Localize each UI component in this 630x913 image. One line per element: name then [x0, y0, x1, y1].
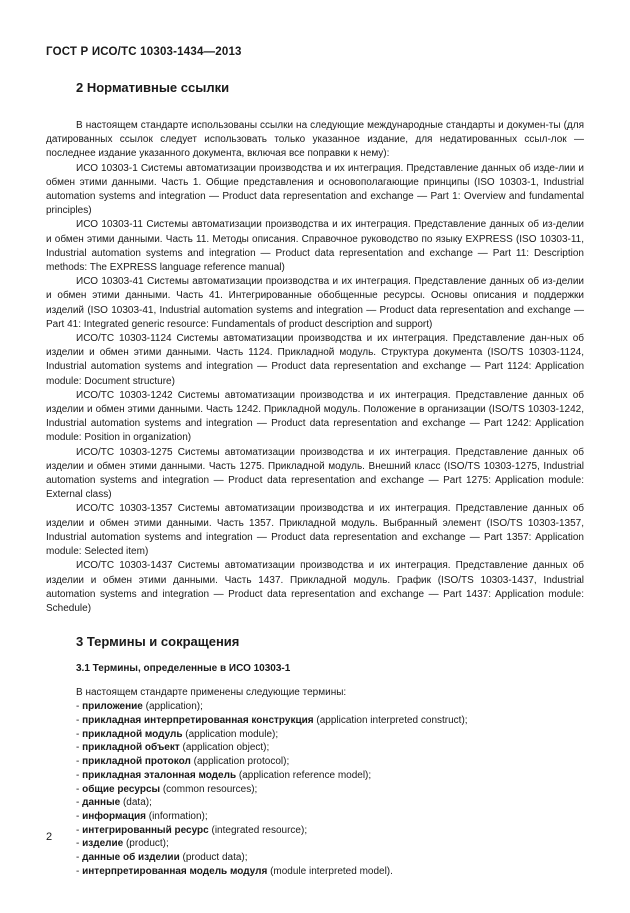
paragraph: ИСО/ТС 10303-1357 Системы автоматизации производства и их интеграция. Представление данных об изделии и обмен этими данными. Часть 1357. Прикладной модуль. Выбранный элемент (ISO/TS 10303-1357, Industrial automation systems and integration — Product data representation and exchange — Part 1357: Application module: Selected item): [46, 503, 584, 558]
terms-list: [46, 700, 584, 878]
term-ru: интегрированный ресурс: [82, 824, 209, 836]
term-en: (product);: [123, 838, 169, 850]
term-en: (application interpreted construct);: [313, 715, 468, 727]
list-item: - прикладной протокол (application protocol);: [76, 756, 290, 768]
term-en: (application object);: [179, 742, 270, 754]
paragraph: ИСО 10303-1 Системы автоматизации производства и их интеграция. Представление данных об изде-лии и обмен этими данными. Часть 1. Общие представления и основополагающие принципы (ISO 10303-1, Industrial automation systems and integration — Product data representation and exchange — Part 1: Overview and fundamental principles): [46, 162, 584, 217]
section-3-heading: 3 Термины и сокращения: [76, 634, 240, 650]
paragraph: ИСО 10303-41 Системы автоматизации производства и их интеграция. Представление данных об из-делии и обмен этими данными. Часть 41. Интегрированные обобщенные ресурсы. Основы описания и поддержки изделий (ISO 10303-41, Industrial automation systems and integration — Product data representation and exchange — Part 41: Integrated generic resource: Fundamentals of product description and support): [46, 276, 584, 330]
list-item: - информация (information);: [76, 810, 208, 822]
list-item: - прикладная интерпретированная конструкция (application interpreted construct);: [76, 715, 468, 727]
paragraph: ИСО/ТС 10303-1242 Системы автоматизации производства и их интеграция. Представление данных об изделии и обмен этими данными. Часть 1242. Прикладной модуль. Положение в организации (ISO/TS 10303-1242, Industrial automation systems and integration — Product data representation and exchange — Part 1242: Application module: Position in organization): [46, 389, 584, 444]
term-ru: изделие: [82, 838, 124, 850]
paragraph: ИСО/ТС 10303-1275 Системы автоматизации производства и их интеграция. Представление данных об изделии и обмен этими данными. Часть 1275. Прикладной модуль. Внешний класс (ISO/TS 10303-1275, Industrial automation systems and integration — Product data representation and exchange — Part 1275: Application module: External class): [46, 446, 584, 501]
list-item: - данные (data);: [76, 797, 152, 809]
paragraph: ИСО/ТС 10303-1437 Системы автоматизации производства и их интеграция. Представление данных об изделии и обмен этими данными. Часть 1437. Прикладной модуль. График (ISO/TS 10303-1437, Industrial automation systems and integration — Product data representation and exchange — Part 1437: Application module: Schedule): [46, 560, 584, 614]
term-en: (integrated resource);: [208, 824, 308, 836]
term-ru: прикладной протокол: [82, 756, 191, 768]
list-item: - изделие (product);: [76, 838, 169, 850]
term-ru: общие ресурсы: [82, 783, 161, 795]
term-en: (application module);: [182, 728, 279, 740]
term-ru: прикладной объект: [82, 742, 180, 754]
page-content: [46, 80, 584, 878]
list-item: - интегрированный ресурс (integrated resource);: [76, 824, 308, 836]
paragraph: В настоящем стандарте использованы ссылки на следующие международные стандарты и докумен-ты (для датированных ссылок следует использовать только указанное издание, для недатированных ссыл-лок — последнее издание указанного документа, включая все поправки к нему):: [46, 120, 584, 160]
term-ru: интерпретированная модель модуля: [82, 865, 268, 877]
term-ru: информация: [82, 810, 146, 822]
page-number: 2: [46, 831, 53, 843]
list-item: - прикладной объект (application object);: [76, 742, 270, 754]
document-header: ГОСТ Р ИСО/ТС 10303-1434—2013: [46, 46, 242, 58]
term-en: (application reference model);: [236, 769, 372, 781]
term-en: (application protocol);: [190, 756, 290, 768]
term-ru: приложение: [82, 701, 143, 713]
term-en: (information);: [145, 810, 208, 822]
term-ru: данные: [82, 797, 121, 809]
paragraph: ИСО 10303-11 Системы автоматизации производства и их интеграция. Представление данных об из-делии и обмен этими данными. Часть 11. Методы описания. Справочное руководство по языку EXPRESS (ISO 10303-11, Industrial automation systems and integration — Product data representation and exchange — Part 11: Description methods: The EXPRESS language reference manual): [46, 219, 584, 274]
list-item: - приложение (application);: [76, 701, 203, 713]
term-ru: прикладной модуль: [82, 728, 183, 740]
list-item: - данные об изделии (product data);: [76, 852, 248, 864]
list-item: - общие ресурсы (common resources);: [76, 783, 258, 795]
list-item: - прикладная эталонная модель (application reference model);: [76, 769, 372, 781]
list-item: - интерпретированная модель модуля (module interpreted model).: [76, 865, 393, 877]
paragraph: ИСО/ТС 10303-1124 Системы автоматизации производства и их интеграция. Представление дан-ных об изделии и обмен этими данными. Часть 1124. Прикладной модуль. Структура документа (ISO/TS 10303-1124, Industrial automation systems and integration — Product data representation and exchange — Part 1124: Application module: Document structure): [46, 333, 584, 387]
term-en: (product data);: [179, 852, 248, 864]
term-en: (module interpreted model).: [267, 865, 393, 877]
term-ru: данные об изделии: [82, 852, 180, 864]
section-2-heading: 2 Нормативные ссылки: [76, 80, 230, 95]
term-ru: прикладная эталонная модель: [82, 769, 237, 781]
term-en: (data);: [120, 797, 152, 809]
term-en: (common resources);: [160, 783, 258, 795]
term-en: (application);: [142, 701, 203, 713]
section-3-1-heading: 3.1 Термины, определенные в ИСО 10303-1: [76, 663, 291, 675]
terms-intro: В настоящем стандарте применены следующие термины:: [76, 687, 347, 699]
section-2-body: [46, 119, 584, 616]
list-item: - прикладной модуль (application module);: [76, 728, 279, 740]
term-ru: прикладная интерпретированная конструкция: [82, 715, 314, 727]
